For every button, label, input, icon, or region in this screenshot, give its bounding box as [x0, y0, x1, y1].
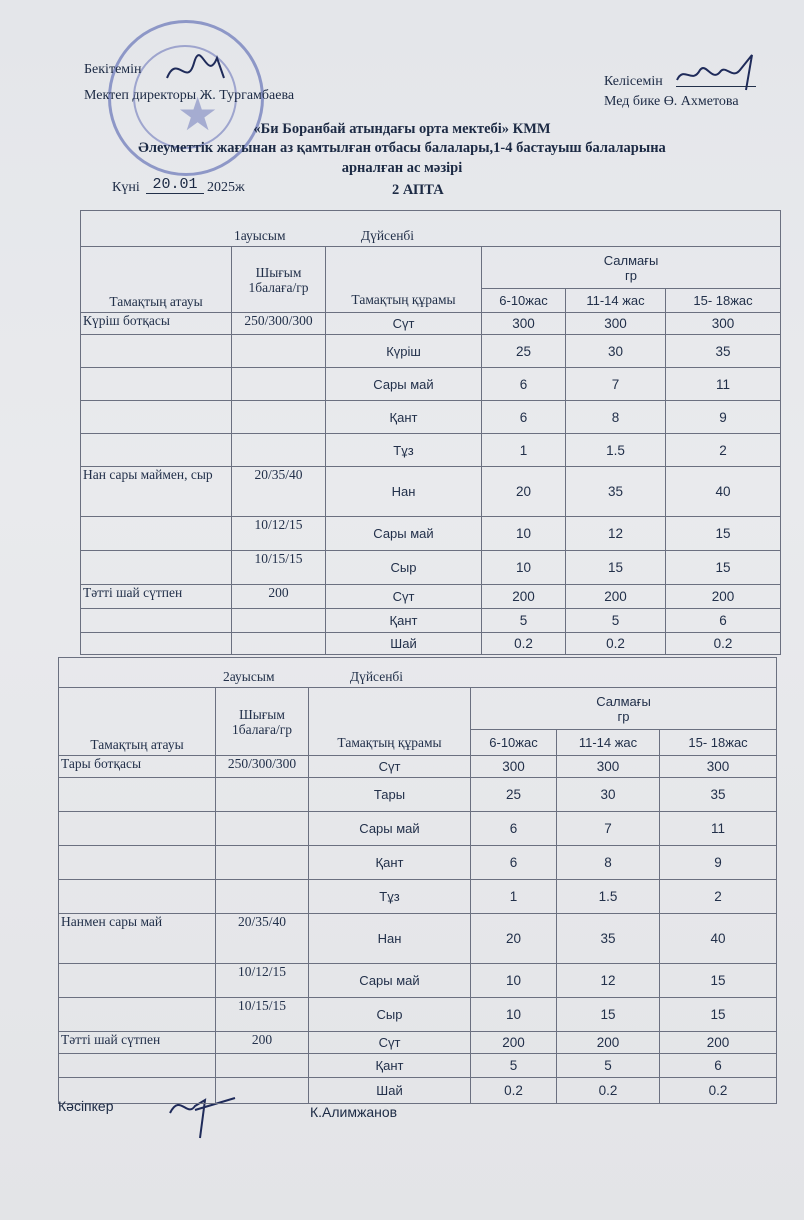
shift2-shift-row [59, 658, 777, 688]
dish-cell [81, 368, 232, 401]
menu-row [81, 467, 781, 517]
age2-value: 200 [566, 585, 666, 609]
age2-value: 8 [566, 401, 666, 434]
age2-value: 12 [557, 964, 660, 998]
age1-value: 300 [471, 756, 557, 778]
age1-value: 6 [482, 401, 566, 434]
shift2-age1-header: 6-10жас [471, 730, 557, 756]
dish-cell: Нанмен сары май [59, 914, 216, 964]
menu-row [81, 517, 781, 551]
dish-cell: Күріш ботқасы [81, 313, 232, 335]
age2-value: 30 [557, 778, 660, 812]
menu-row [59, 1054, 777, 1078]
ingredient-cell: Қант [326, 609, 482, 633]
age1-value: 6 [471, 846, 557, 880]
shift1-yield-header: Шығым 1балаға/гр [232, 247, 326, 313]
yield-cell [216, 812, 309, 846]
shift1-age2-header: 11-14 жас [566, 289, 666, 313]
dish-cell [59, 846, 216, 880]
shift2-menu-table [58, 657, 777, 1104]
yield-cell: 20/35/40 [232, 467, 326, 517]
yield-cell [232, 633, 326, 655]
shift1-weight-header [482, 247, 781, 289]
age2-value: 0.2 [557, 1078, 660, 1104]
age3-value: 300 [660, 756, 777, 778]
age3-value: 200 [666, 585, 781, 609]
yield-cell [216, 1078, 309, 1104]
menu-row [59, 812, 777, 846]
dish-cell: Тәтті шай сүтпен [81, 585, 232, 609]
menu-row [59, 880, 777, 914]
shift2-weight-unit: гр [617, 708, 630, 724]
shift2-shift-label: 2ауысым [223, 669, 275, 684]
age2-value: 200 [557, 1032, 660, 1054]
age1-value: 0.2 [482, 633, 566, 655]
age2-value: 1.5 [557, 880, 660, 914]
menu-row [81, 434, 781, 467]
shift1-shift-cell [81, 211, 781, 247]
yield-cell [216, 880, 309, 914]
menu-title-line1: Әлеуметтік жағынан аз қамтылған отбасы балалары,1-4 бастауыш балаларына [138, 140, 666, 156]
shift1-composition-header: Тамақтың құрамы [326, 247, 482, 313]
dish-cell [81, 401, 232, 434]
ingredient-cell: Сүт [309, 756, 471, 778]
age1-value: 25 [471, 778, 557, 812]
ingredient-cell: Шай [326, 633, 482, 655]
age2-value: 7 [557, 812, 660, 846]
ingredient-cell: Сыр [326, 551, 482, 585]
shift1-dish-header: Тамақтың атауы [81, 247, 232, 313]
ingredient-cell: Нан [326, 467, 482, 517]
age3-value: 11 [660, 812, 777, 846]
ingredient-cell: Тұз [309, 880, 471, 914]
age3-value: 6 [660, 1054, 777, 1078]
menu-row [81, 401, 781, 434]
dish-cell [59, 812, 216, 846]
age3-value: 6 [666, 609, 781, 633]
age3-value: 35 [660, 778, 777, 812]
shift2-weight-label: Салмағы [596, 693, 651, 709]
age1-value: 0.2 [471, 1078, 557, 1104]
ingredient-cell: Шай [309, 1078, 471, 1104]
age2-value: 300 [566, 313, 666, 335]
ingredient-cell: Қант [326, 401, 482, 434]
shift1-shift-row [81, 211, 781, 247]
approve-label: Бекітемін [84, 62, 142, 77]
shift2-day-label: Дүйсенбі [349, 669, 404, 684]
dish-cell: Нан сары маймен, сыр [81, 467, 232, 517]
dish-cell [81, 551, 232, 585]
age1-value: 6 [482, 368, 566, 401]
age3-value: 0.2 [660, 1078, 777, 1104]
age2-value: 5 [566, 609, 666, 633]
menu-row [59, 964, 777, 998]
age3-value: 11 [666, 368, 781, 401]
age2-value: 30 [566, 335, 666, 368]
menu-row [59, 914, 777, 964]
menu-row [59, 778, 777, 812]
yield-cell: 10/12/15 [232, 517, 326, 551]
age2-value: 35 [557, 914, 660, 964]
shift1-day-label: Дүйсенбі [360, 228, 415, 243]
dish-cell [59, 880, 216, 914]
age3-value: 15 [660, 964, 777, 998]
age2-value: 15 [557, 998, 660, 1032]
dish-cell [59, 998, 216, 1032]
ingredient-cell: Сары май [309, 964, 471, 998]
director-signature-icon [162, 48, 232, 93]
round-seal-stamp: ★ [108, 20, 264, 176]
age3-value: 9 [666, 401, 781, 434]
menu-row [59, 998, 777, 1032]
ingredient-cell: Сыр [309, 998, 471, 1032]
age3-value: 15 [666, 517, 781, 551]
dish-cell [81, 609, 232, 633]
menu-row [81, 609, 781, 633]
menu-row [81, 633, 781, 655]
age1-value: 6 [471, 812, 557, 846]
yield-cell [232, 609, 326, 633]
yield-cell: 20/35/40 [216, 914, 309, 964]
age1-value: 10 [482, 517, 566, 551]
age3-value: 9 [660, 846, 777, 880]
yield-cell: 250/300/300 [232, 313, 326, 335]
dish-cell [59, 1054, 216, 1078]
nurse-name: Мед бике Ө. Ахметова [604, 94, 739, 109]
week-label: 2 АПТА [392, 182, 444, 198]
date-year: 2025ж [207, 180, 245, 195]
shift2-yield-header: Шығым 1балаға/гр [216, 688, 309, 756]
ingredient-cell: Нан [309, 914, 471, 964]
dish-cell [81, 633, 232, 655]
age3-value: 200 [660, 1032, 777, 1054]
age1-value: 200 [471, 1032, 557, 1054]
age2-value: 12 [566, 517, 666, 551]
yield-cell [216, 778, 309, 812]
age1-value: 10 [471, 964, 557, 998]
ingredient-cell: Қант [309, 1054, 471, 1078]
age2-value: 0.2 [566, 633, 666, 655]
age3-value: 40 [666, 467, 781, 517]
ingredient-cell: Сары май [309, 812, 471, 846]
shift1-shift-label: 1ауысым [234, 228, 286, 243]
date-value: 20.01 [146, 176, 204, 194]
menu-row [59, 756, 777, 778]
age3-value: 15 [666, 551, 781, 585]
age2-value: 300 [557, 756, 660, 778]
yield-cell [216, 846, 309, 880]
menu-row [81, 368, 781, 401]
age3-value: 15 [660, 998, 777, 1032]
shift2-header-row [59, 688, 777, 730]
ingredient-cell: Тары [309, 778, 471, 812]
yield-cell [216, 1054, 309, 1078]
shift2-composition-header: Тамақтың құрамы [309, 688, 471, 756]
age3-value: 2 [666, 434, 781, 467]
age3-value: 300 [666, 313, 781, 335]
shift1-menu-table [80, 210, 781, 655]
menu-row [59, 1078, 777, 1104]
yield-cell [232, 401, 326, 434]
age2-value: 7 [566, 368, 666, 401]
ingredient-cell: Сары май [326, 368, 482, 401]
dish-cell [59, 964, 216, 998]
nurse-signature-icon [672, 50, 772, 95]
shift2-age3-header: 15- 18жас [660, 730, 777, 756]
entrepreneur-name: К.Алимжанов [310, 1104, 398, 1120]
yield-cell: 10/12/15 [216, 964, 309, 998]
age2-value: 8 [557, 846, 660, 880]
shift2-dish-header: Тамақтың атауы [59, 688, 216, 756]
menu-row [81, 585, 781, 609]
signature-line [676, 86, 756, 87]
yield-cell: 200 [232, 585, 326, 609]
school-name: «Би Боранбай атындағы орта мектебі» КММ [253, 121, 551, 137]
ingredient-cell: Күріш [326, 335, 482, 368]
dish-cell: Тары ботқасы [59, 756, 216, 778]
menu-title-line2: арналған ас мәзірі [341, 160, 463, 176]
entrepreneur-label: Кәсіпкер [58, 1098, 114, 1114]
ingredient-cell: Сары май [326, 517, 482, 551]
age1-value: 25 [482, 335, 566, 368]
dish-cell: Тәтті шай сүтпен [59, 1032, 216, 1054]
ingredient-cell: Қант [309, 846, 471, 880]
age2-value: 1.5 [566, 434, 666, 467]
yield-cell: 10/15/15 [216, 998, 309, 1032]
shift1-weight-label: Салмағы [603, 252, 659, 268]
shift1-weight-unit: гр [625, 267, 638, 283]
age1-value: 20 [482, 467, 566, 517]
menu-row [59, 846, 777, 880]
age1-value: 1 [482, 434, 566, 467]
dish-cell [81, 335, 232, 368]
age3-value: 2 [660, 880, 777, 914]
yield-cell: 250/300/300 [216, 756, 309, 778]
director-name: Мектеп директоры Ж. Тургамбаева [84, 88, 295, 103]
dish-cell [59, 778, 216, 812]
age1-value: 10 [482, 551, 566, 585]
age2-value: 35 [566, 467, 666, 517]
shift2-weight-header [471, 688, 777, 730]
ingredient-cell: Тұз [326, 434, 482, 467]
age3-value: 0.2 [666, 633, 781, 655]
yield-cell: 200 [216, 1032, 309, 1054]
dish-cell [81, 517, 232, 551]
yield-cell [232, 434, 326, 467]
age1-value: 300 [482, 313, 566, 335]
shift1-header-row [81, 247, 781, 289]
ingredient-cell: Сүт [326, 585, 482, 609]
shift1-age1-header: 6-10жас [482, 289, 566, 313]
menu-row [81, 551, 781, 585]
yield-cell [232, 368, 326, 401]
shift2-shift-cell [59, 658, 777, 688]
ingredient-cell: Сүт [326, 313, 482, 335]
age3-value: 35 [666, 335, 781, 368]
ingredient-cell: Сүт [309, 1032, 471, 1054]
age3-value: 40 [660, 914, 777, 964]
age2-value: 15 [566, 551, 666, 585]
shift1-age3-header: 15- 18жас [666, 289, 781, 313]
agree-label: Келісемін [604, 74, 663, 89]
menu-row [81, 335, 781, 368]
menu-row [59, 1032, 777, 1054]
age1-value: 5 [482, 609, 566, 633]
age1-value: 20 [471, 914, 557, 964]
age1-value: 200 [482, 585, 566, 609]
age2-value: 5 [557, 1054, 660, 1078]
yield-cell [232, 335, 326, 368]
dish-cell [81, 434, 232, 467]
yield-cell: 10/15/15 [232, 551, 326, 585]
date-label: Күні [112, 180, 140, 195]
shift2-age2-header: 11-14 жас [557, 730, 660, 756]
age1-value: 1 [471, 880, 557, 914]
menu-row [81, 313, 781, 335]
age1-value: 10 [471, 998, 557, 1032]
age1-value: 5 [471, 1054, 557, 1078]
